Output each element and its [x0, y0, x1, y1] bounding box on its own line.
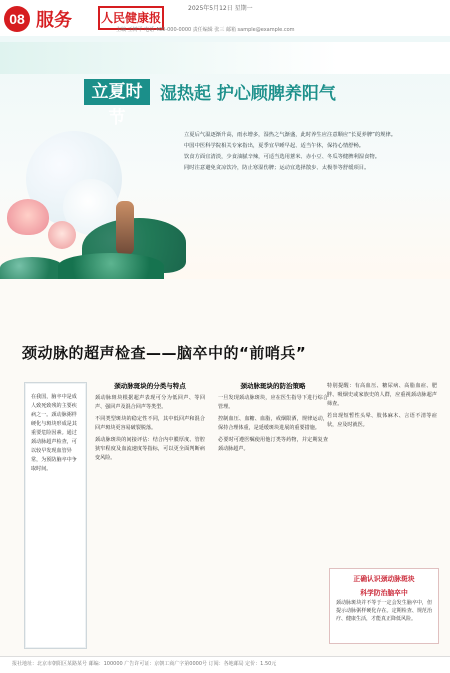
hero-paragraph-2: 中国中医科学院相关专家指出，夏季宜早睡早起、适当午休，保持心情舒畅。	[184, 143, 365, 149]
intro-text: 在我国，脑卒中是成人致死致残的主要疾病之一。颈动脉粥样硬化与斑块形成是其重要危险因素。通过颈动脉超声检查，可以较早发现血管异常，为预防脑卒中争取时间。	[31, 394, 77, 472]
intro-sidebar	[24, 382, 87, 649]
column-1-paragraph-2: 不同类型斑块的稳定性不同，其中低回声和混合回声斑块更容易破裂脱落。	[95, 416, 205, 431]
person-illustration	[116, 201, 134, 255]
lotus-icon	[7, 199, 49, 235]
hero-foliage-center	[58, 253, 164, 279]
tip-box-title: 正确认识颈动脉斑块	[353, 575, 415, 583]
tip-box-subtitle: 科学防治脑卒中	[360, 589, 408, 597]
hero-section	[0, 36, 450, 279]
hero-title-left: 立夏时节	[84, 79, 150, 105]
footer-text: 报社地址：北京市朝阳区某路某号 邮编：100000 广告许可证：京朝工商广字第0000号 订阅：各地邮局 定价：1.50元	[12, 661, 277, 667]
section-title: 服务	[36, 10, 72, 31]
column-2-paragraph-3: 必要时可遵医嘱使用他汀类等药物，并定期复查颈动脉超声。	[218, 437, 328, 452]
newspaper-logo: 人民健康报	[98, 6, 164, 30]
column-1-title: 颈动脉斑块的分类与特点	[114, 382, 186, 390]
article-column-1	[95, 382, 205, 466]
hero-paragraph-1: 立夏后气温逐渐升高，雨水增多，湿热之气渐盛，此时养生应注意顺应“长夏养脾”的规律。	[184, 132, 397, 138]
hero-title-right: 湿热起 护心顾脾养阳气	[160, 84, 336, 104]
column-2-paragraph-2: 控制血压、血糖、血脂，戒烟限酒，规律运动，保持合理体重，是延缓斑块进展的重要措施。	[218, 416, 328, 431]
header	[0, 0, 450, 36]
hero-paragraph-3: 饮食方面宜清淡，少食油腻辛辣，可适当选用薏米、赤小豆、冬瓜等健脾利湿食物。	[184, 154, 380, 160]
editorial-info: 主编 王树平 电话 400-000-0000 责任编辑 张三 邮箱 sample@example.com	[116, 27, 295, 33]
tip-box	[329, 568, 439, 644]
column-3-paragraph-2: 若出现短暂性头晕、肢体麻木、言语不清等症状，应及时就医。	[327, 413, 437, 428]
article-column-2	[218, 382, 328, 457]
hero-paragraph-4: 同时注意避免贪凉饮冷，防止寒湿伤脾；运动宜选择散步、太极拳等舒缓项目。	[184, 165, 370, 171]
column-3-paragraph-1: 特别提醒：有高血压、糖尿病、高脂血症、肥胖、吸烟史或家族史的人群，应重视颈动脉超声筛查。	[327, 383, 437, 407]
tip-box-text: 颈动脉斑块并不等于一定会发生脑卒中，但提示动脉粥样硬化存在。定期检查、规范治疗、健康生活，才能真正降低风险。	[336, 600, 432, 622]
lotus-flower-icon	[48, 221, 76, 249]
column-2-paragraph-1: 一旦发现颈动脉斑块，应在医生指导下进行综合管理。	[218, 395, 328, 410]
hero-title-strip	[0, 42, 450, 74]
column-1-paragraph-3: 颈动脉斑块的间接评估：结合内中膜厚度、管腔狭窄程度及血流速度等指标，可以更全面判断病变风险。	[95, 437, 205, 461]
page-number-badge: 08	[4, 6, 30, 32]
page-footer	[0, 656, 450, 673]
article-body	[0, 372, 450, 652]
hero-foliage-left	[0, 257, 64, 279]
article-headline: 颈动脉的超声检查——脑卒中的“前哨兵”	[22, 344, 307, 362]
hero-article-body	[184, 130, 423, 174]
column-2-title: 颈动脉斑块的防治策略	[240, 382, 306, 390]
column-1-paragraph-1: 颈动脉斑块根据超声表现可分为低回声、等回声、强回声及混合回声等类型。	[95, 395, 205, 410]
article-column-3	[327, 382, 437, 433]
issue-date: 2025年5月12日 星期一	[188, 5, 253, 12]
